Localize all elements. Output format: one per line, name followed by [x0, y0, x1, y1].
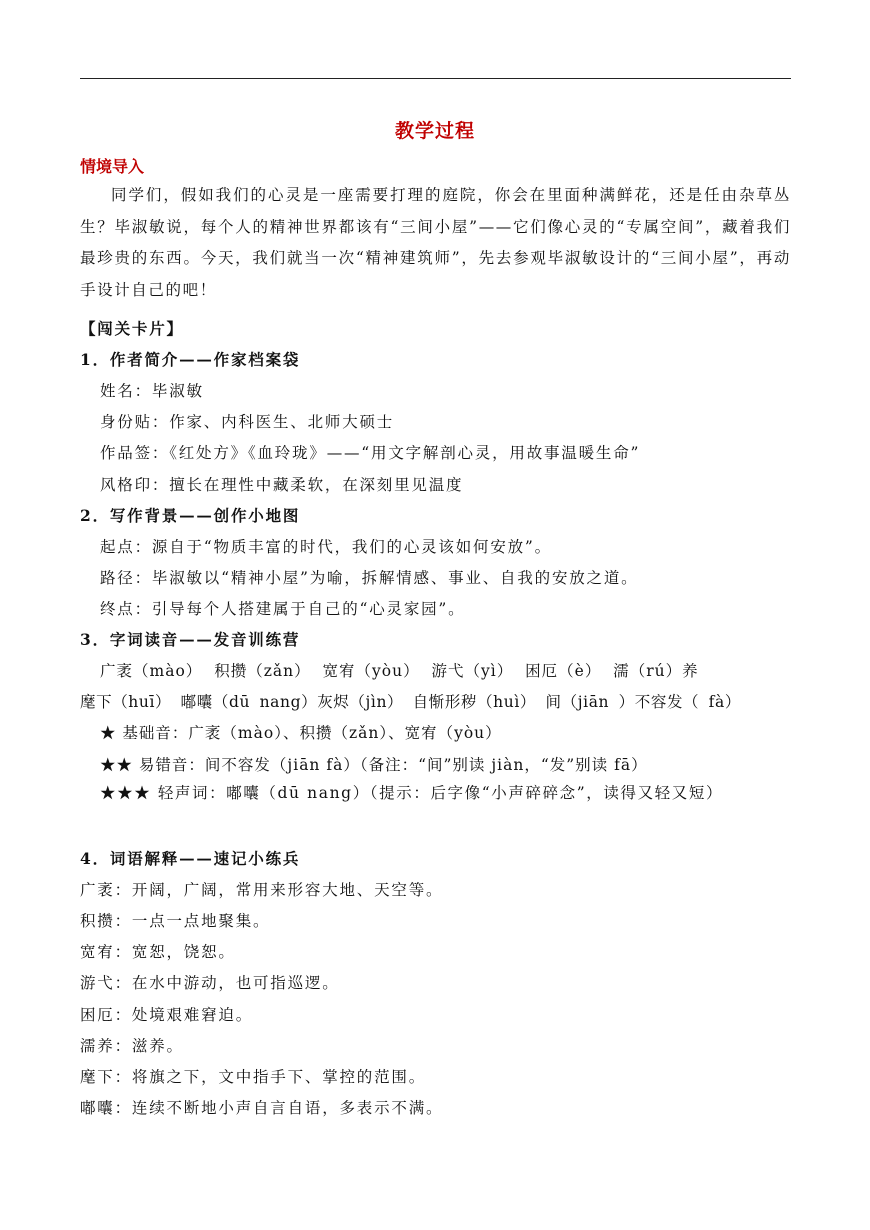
pronunciation-heading: 3．字词读音——发音训练营 — [80, 630, 301, 649]
author-heading: 1．作者简介——作家档案袋 — [80, 350, 301, 369]
glossary-item: 游弋：在水中游动，也可指巡逻。 — [80, 974, 340, 992]
author-identity: 身份贴：作家、内科医生、北师大硕士 — [100, 413, 395, 431]
background-path: 路径：毕淑敏以“精神小屋”为喻，拆解情感、事业、自我的安放之道。 — [100, 569, 639, 587]
background-heading: 2．写作背景——创作小地图 — [80, 506, 301, 525]
pronunciation-row-1: 广袤（mào） 积攒（zǎn） 宽宥（yòu） 游弋（yì） 困厄（è） 濡（rú）养 — [100, 662, 699, 680]
glossary-heading: 4．词语解释——速记小练兵 — [80, 849, 301, 868]
author-name: 姓名：毕淑敏 — [100, 382, 204, 400]
glossary-item: 宽宥：宽恕，饶恕。 — [80, 943, 236, 961]
pronunciation-neutral-tone: ★★★ 轻声词：嘟囔（dū nang）（提示：后字像“小声碎碎念”，读得又轻又短） — [100, 784, 724, 802]
pronunciation-error-prone: ★★ 易错音：间不容发（jiān fà）（备注：“间”别读 jiàn，“发”别读 fā） — [100, 756, 648, 774]
glossary-item: 广袤：开阔，广阔，常用来形容大地、天空等。 — [80, 881, 444, 899]
glossary-item: 麾下：将旗之下，文中指手下、掌控的范围。 — [80, 1068, 427, 1086]
background-start: 起点：源自于“物质丰富的时代，我们的心灵该如何安放”。 — [100, 538, 552, 556]
cards-label: 【闯关卡片】 — [80, 319, 184, 338]
glossary-item: 濡养：滋养。 — [80, 1037, 184, 1055]
page-title: 教学过程 — [394, 120, 475, 142]
author-style: 风格印：擅长在理性中藏柔软，在深刻里见温度 — [100, 476, 464, 494]
intro-heading: 情境导入 — [80, 157, 145, 176]
pronunciation-row-2: 麾下（huī） 嘟囔（dū nang）灰烬（jìn） 自惭形秽（huì） 间（jiān ）不容发（ fà） — [80, 693, 741, 711]
glossary-item: 嘟囔：连续不断地小声自言自语，多表示不满。 — [80, 1099, 444, 1117]
author-works: 作品签：《红处方》《血玲珑》——“用文字解剖心灵，用故事温暖生命” — [100, 444, 641, 462]
background-end: 终点：引导每个人搭建属于自己的“心灵家园”。 — [100, 600, 466, 618]
intro-paragraph: 同学们，假如我们的心灵是一座需要打理的庭院，你会在里面种满鲜花，还是任由杂草丛生？毕淑敏说，每个人的精神世界都该有“三间小屋”——它们像心灵的“专属空间”，藏着我们最珍贵的东西。今天，我们就当一次“精神建筑师”，先去参观毕淑敏设计的“三间小屋”，再动手设计自己的吧！ — [80, 186, 791, 299]
glossary-item: 积攒：一点一点地聚集。 — [80, 912, 271, 930]
header-rule — [80, 78, 791, 79]
glossary-item: 困厄：处境艰难窘迫。 — [80, 1006, 254, 1024]
pronunciation-basic: ★ 基础音：广袤（mào）、积攒（zǎn）、宽宥（yòu） — [100, 724, 502, 742]
